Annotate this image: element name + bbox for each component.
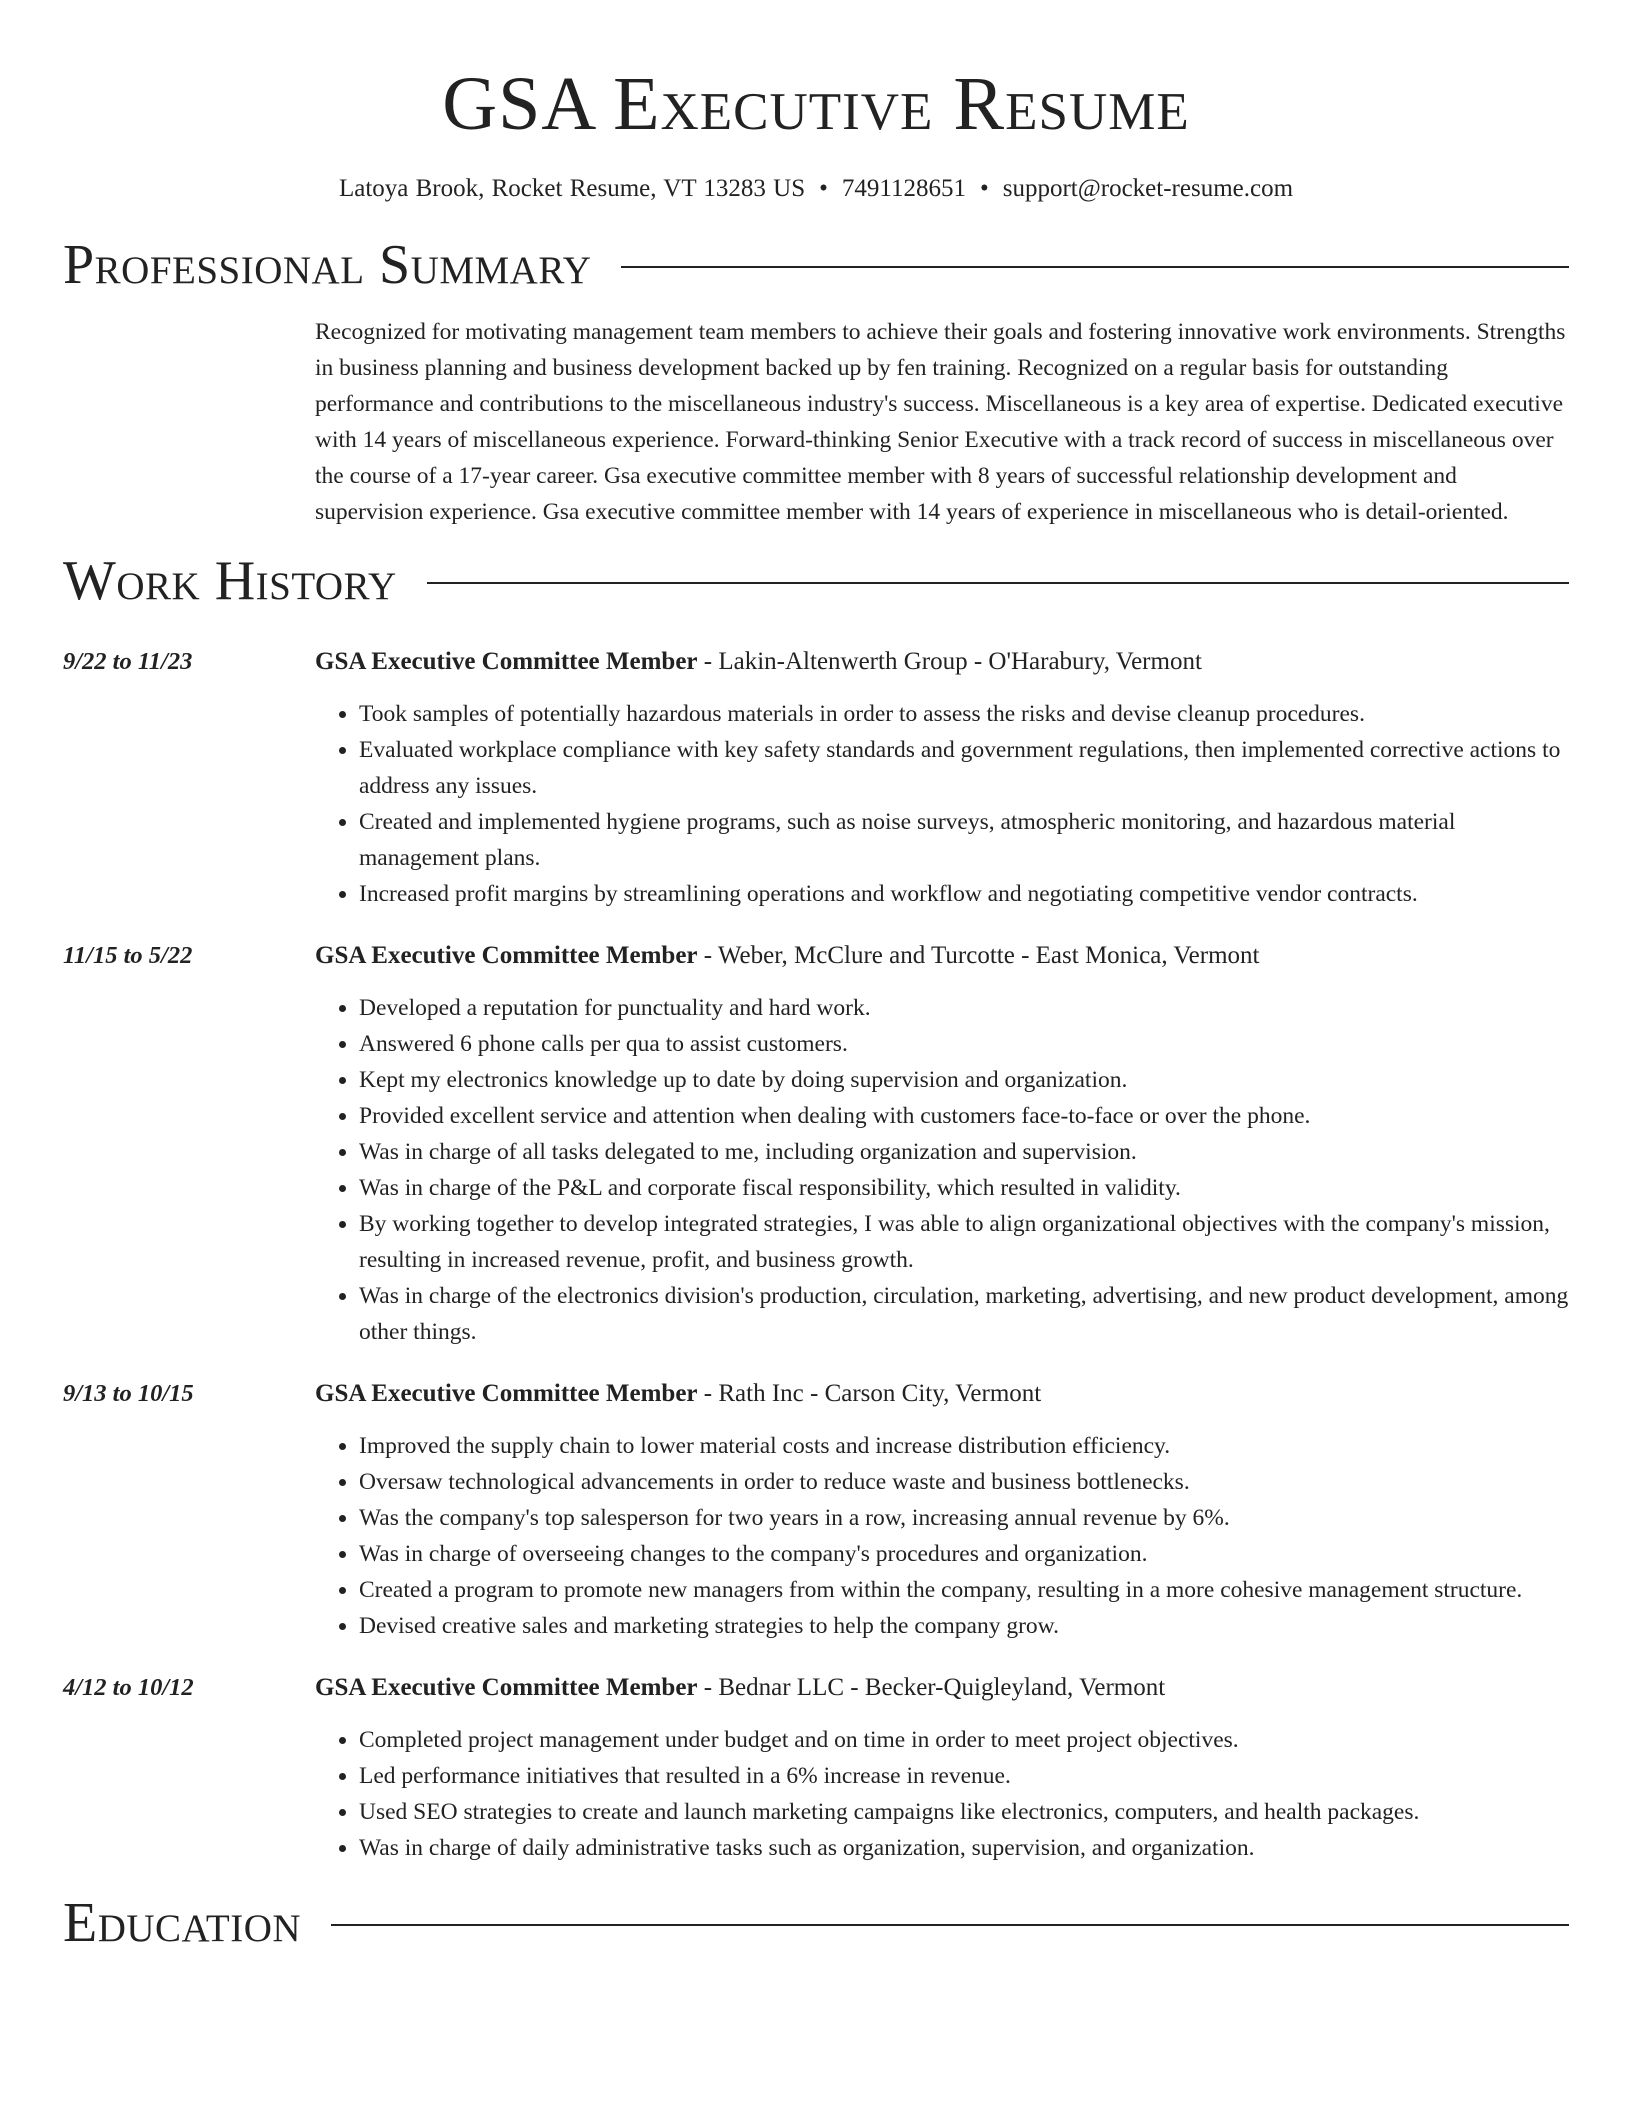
education-section-header bbox=[63, 1888, 1569, 1958]
job-bullet: • Devised creative sales and marketing strategies to help the company grow. bbox=[359, 1608, 1569, 1644]
job-role: GSA Executive Committee Member bbox=[315, 942, 698, 969]
job-bullet: • Kept my electronics knowledge up to date by doing supervision and organization. bbox=[359, 1062, 1569, 1098]
section-divider bbox=[331, 1924, 1569, 1926]
job-bullet: • Led performance initiatives that resulted in a 6% increase in revenue. bbox=[359, 1758, 1569, 1794]
job-role: GSA Executive Committee Member bbox=[315, 1674, 698, 1701]
section-divider bbox=[427, 582, 1569, 584]
job-role: GSA Executive Committee Member bbox=[315, 1380, 698, 1407]
job-bullet: • Was in charge of the electronics division's production, circulation, marketing, advertising, and new product development, among other things. bbox=[359, 1278, 1569, 1350]
job-bullet: • Answered 6 phone calls per qua to assist customers. bbox=[359, 1026, 1569, 1062]
job-bullet: • Was in charge of daily administrative tasks such as organization, supervision, and organization. bbox=[359, 1830, 1569, 1866]
job-entry bbox=[63, 1670, 1569, 1866]
job-bullet: • Was in charge of all tasks delegated to me, including organization and supervision. bbox=[359, 1134, 1569, 1170]
job-company-location: - Weber, McClure and Turcotte - East Monica, Vermont bbox=[697, 942, 1260, 969]
job-company-location: - Bednar LLC - Becker-Quigleyland, Vermont bbox=[697, 1674, 1166, 1701]
job-bullet-list bbox=[315, 1722, 1569, 1866]
job-bullet-list bbox=[315, 1428, 1569, 1644]
job-bullet: • By working together to develop integrated strategies, I was able to align organizational objectives with the company's mission, resulting in increased revenue, profit, and business growth. bbox=[359, 1206, 1569, 1278]
contact-separator: • bbox=[979, 175, 989, 202]
summary-section-header bbox=[63, 230, 1569, 300]
job-bullet-list bbox=[315, 696, 1569, 912]
job-dates: 11/15 to 5/22 bbox=[63, 942, 193, 969]
job-heading bbox=[315, 938, 1569, 974]
job-entry bbox=[63, 938, 1569, 1350]
contact-phone: 7491128651 bbox=[841, 175, 966, 202]
contact-separator: • bbox=[819, 175, 828, 202]
job-bullet: • Completed project management under budget and on time in order to meet project objectives. bbox=[359, 1722, 1569, 1758]
job-dates: 9/22 to 11/23 bbox=[63, 648, 193, 675]
job-bullet: • Developed a reputation for punctuality and hard work. bbox=[359, 990, 1569, 1026]
job-bullet: • Took samples of potentially hazardous materials in order to assess the risks and devise cleanup procedures. bbox=[359, 696, 1569, 732]
job-dates: 4/12 to 10/12 bbox=[63, 1674, 194, 1701]
work-heading: Work History bbox=[63, 550, 397, 612]
job-role: GSA Executive Committee Member bbox=[315, 648, 698, 675]
job-dates: 9/13 to 10/15 bbox=[63, 1380, 194, 1407]
job-bullet-list bbox=[315, 990, 1569, 1350]
job-bullet: • Oversaw technological advancements in order to reduce waste and business bottlenecks. bbox=[359, 1464, 1569, 1500]
work-section-header bbox=[63, 546, 1569, 616]
job-body bbox=[315, 1376, 1569, 1644]
job-heading bbox=[315, 1376, 1569, 1412]
contact-address: Latoya Brook, Rocket Resume, VT 13283 US bbox=[338, 175, 806, 202]
job-company-location: - Lakin-Altenwerth Group - O'Harabury, Vermont bbox=[697, 648, 1202, 675]
job-body bbox=[315, 644, 1569, 912]
contact-email: support@rocket-resume.com bbox=[1002, 175, 1294, 202]
job-bullet: • Used SEO strategies to create and launch marketing campaigns like electronics, computers, and health packages. bbox=[359, 1794, 1569, 1830]
job-entry bbox=[63, 1376, 1569, 1644]
job-body bbox=[315, 938, 1569, 1350]
job-bullet: • Was in charge of the P&L and corporate fiscal responsibility, which resulted in validity. bbox=[359, 1170, 1569, 1206]
job-bullet: • Improved the supply chain to lower material costs and increase distribution efficiency. bbox=[359, 1428, 1569, 1464]
section-divider bbox=[621, 266, 1569, 268]
job-bullet: • Was in charge of overseeing changes to the company's procedures and organization. bbox=[359, 1536, 1569, 1572]
job-bullet: • Created a program to promote new managers from within the company, resulting in a more cohesive management structure. bbox=[359, 1572, 1569, 1608]
job-company-location: - Rath Inc - Carson City, Vermont bbox=[697, 1380, 1042, 1407]
job-entry bbox=[63, 644, 1569, 912]
education-heading: Education bbox=[63, 1892, 302, 1954]
summary-text: Recognized for motivating management team members to achieve their goals and fostering innovative work environments. Strengths in business planning and business development backed up by fen training. Recognized on a regular basis for outstanding performance and contributions to the miscellaneous industry's success. Miscellaneous is a key area of expertise. Dedicated executive with 14 years of miscellaneous experience. Forward-thinking Senior Executive with a track record of success in miscellaneous over the course of a 17-year career. Gsa executive committee member with 8 years of successful relationship development and supervision experience. Gsa executive committee member with 14 years of experience in miscellaneous who is detail-oriented. bbox=[315, 319, 1566, 525]
job-bullet: • Increased profit margins by streamlining operations and workflow and negotiating competitive vendor contracts. bbox=[359, 876, 1569, 912]
job-heading bbox=[315, 644, 1569, 680]
job-bullet: • Provided excellent service and attention when dealing with customers face-to-face or over the phone. bbox=[359, 1098, 1569, 1134]
contact-line bbox=[63, 172, 1569, 206]
job-bullet: • Evaluated workplace compliance with key safety standards and government regulations, then implemented corrective actions to address any issues. bbox=[359, 732, 1569, 804]
job-bullet: • Was the company's top salesperson for two years in a row, increasing annual revenue by 6%. bbox=[359, 1500, 1569, 1536]
job-heading bbox=[315, 1670, 1569, 1706]
summary-heading: Professional Summary bbox=[63, 234, 592, 296]
job-bullet: • Created and implemented hygiene programs, such as noise surveys, atmospheric monitoring, and hazardous material management plans. bbox=[359, 804, 1569, 876]
resume-title: GSA Executive Resume bbox=[442, 62, 1190, 146]
job-body bbox=[315, 1670, 1569, 1866]
work-history-list bbox=[63, 644, 1569, 1866]
